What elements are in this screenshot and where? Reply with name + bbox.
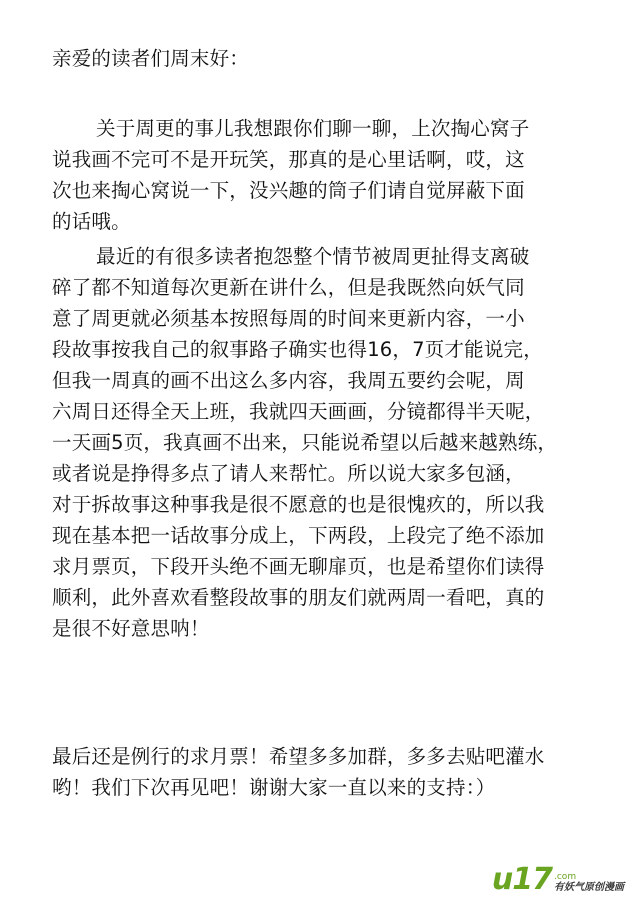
- paragraph1-line: 次也来掏心窝说一下，没兴趣的筒子们请自觉屏蔽下面: [52, 179, 525, 202]
- closing-line: 哟！我们下次再见吧！谢谢大家一直以来的支持：）: [52, 776, 496, 799]
- paragraph2-line: 碎了都不知道每次更新在讲什么，但是我既然向妖气同: [52, 276, 525, 299]
- paragraph2-line: 是很不好意思呐！: [52, 617, 210, 640]
- closing-line: 最后还是例行的求月票！希望多多加群，多多去贴吧灌水: [52, 745, 545, 768]
- greeting: 亲爱的读者们周末好：: [52, 47, 250, 70]
- paragraph2-line: 或者说是挣得多点了请人来帮忙。所以说大家多包涵，: [52, 462, 525, 485]
- paragraph2-line: 求月票页，下段开头绝不画无聊扉页，也是希望你们读得: [52, 555, 545, 578]
- paragraph1-line: 说我画不完可不是开玩笑，那真的是心里话啊，哎，这: [52, 148, 525, 171]
- paragraph2-line: 顺利，此外喜欢看整段故事的朋友们就两周一看吧，真的: [52, 586, 545, 609]
- paragraph2-line: 段故事按我自己的叙事路子确实也得16，7页才能说完，: [52, 338, 543, 361]
- paragraph2-line: 但我一周真的画不出这么多内容，我周五要约会呢，周: [52, 369, 525, 392]
- paragraph2-line: 最近的有很多读者抱怨整个情节被周更扯得支离破: [96, 245, 530, 268]
- paragraph1-line: 的话哦。: [52, 210, 131, 233]
- logo-tagline: 有妖气原创漫画: [554, 882, 624, 893]
- logo-text-block: [554, 873, 624, 894]
- logo-domain-suffix: .com: [554, 872, 577, 882]
- paragraph2-line: 对于拆故事这种事我是很不愿意的也是很愧疚的，所以我: [52, 493, 545, 516]
- u17-watermark-logo: [491, 862, 624, 897]
- paragraph1-line: 关于周更的事儿我想跟你们聊一聊，上次掏心窝子: [96, 117, 530, 140]
- paragraph2-line: 现在基本把一话故事分成上，下两段，上段完了绝不添加: [52, 524, 545, 547]
- paragraph2-line: 六周日还得全天上班，我就四天画画，分镜都得半天呢，: [52, 400, 545, 423]
- paragraph2-line: 一天画5页，我真画不出来，只能说希望以后越来越熟练，: [52, 431, 558, 454]
- paragraph2-line: 意了周更就必须基本按照每周的时间来更新内容，一小: [52, 307, 525, 330]
- u17-logo-mark: u17: [491, 862, 552, 897]
